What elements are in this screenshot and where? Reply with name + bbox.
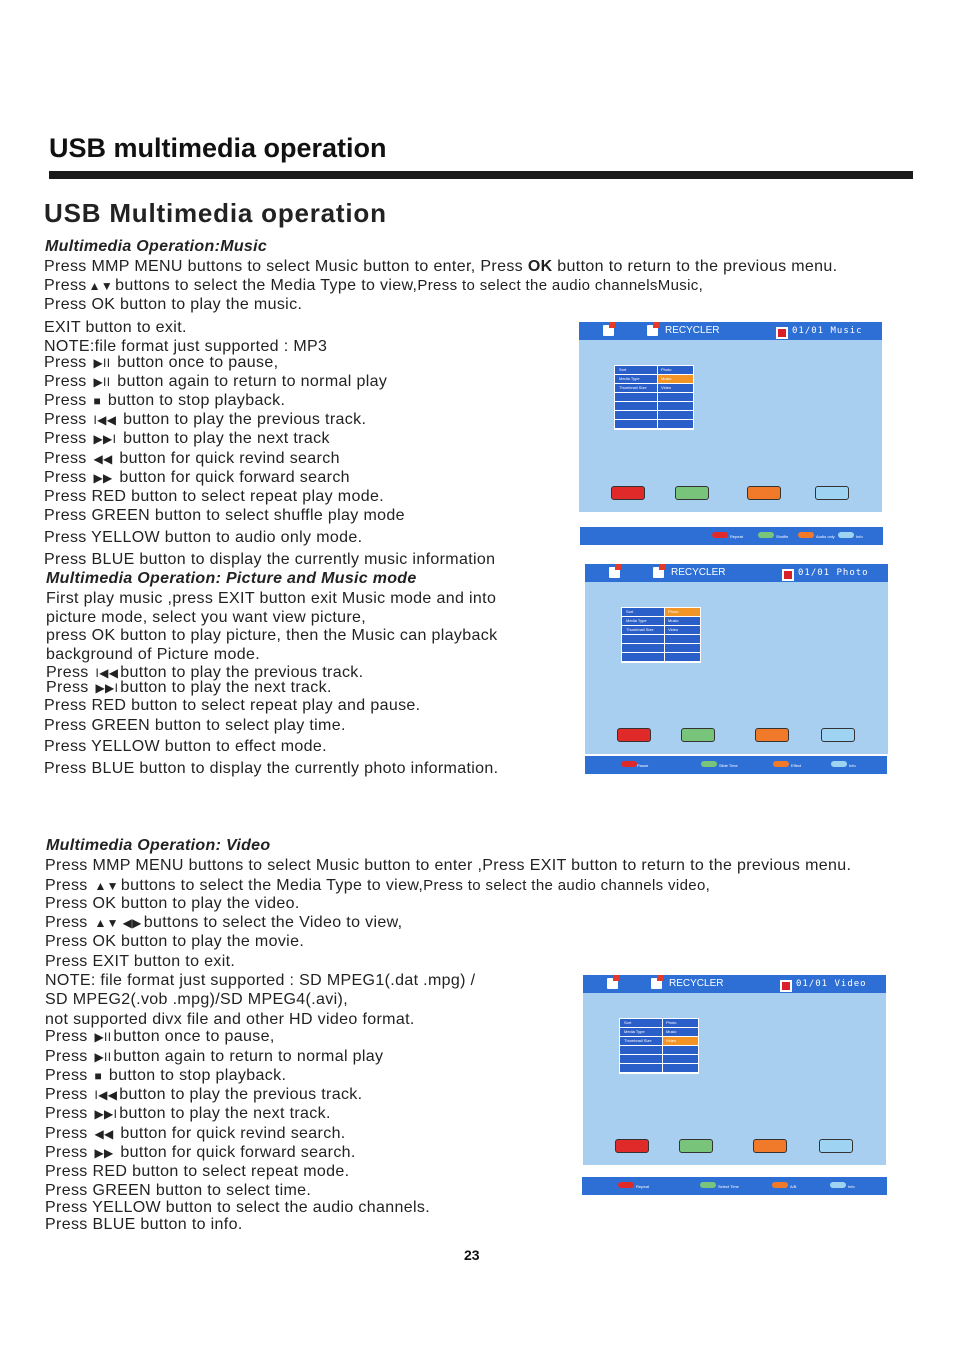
folder-icon — [651, 978, 662, 989]
file-counter: 01/01 Music — [792, 326, 863, 336]
blue-button[interactable] — [821, 728, 855, 742]
video-line-11: Press ▶II button again to return to normal play — [45, 1048, 384, 1065]
picture-section-title: Multimedia Operation: Picture and Music mode — [46, 570, 417, 587]
stop-icon: ■ — [94, 1069, 103, 1083]
video-line-18: Press GREEN button to select time. — [45, 1182, 312, 1199]
video-line-1: Press MMP MENU buttons to select Music button to enter ,Press EXIT button to return to the previous menu. — [45, 857, 852, 874]
fast-forward-icon: ▶▶ — [93, 471, 113, 485]
music-line-9: Press I◀◀ button to play the previous track. — [44, 411, 367, 428]
folder-icon — [609, 567, 620, 578]
red-pill — [712, 532, 728, 538]
yellow-pill — [773, 761, 789, 767]
photo-screen — [585, 564, 888, 754]
music-line-11: Press ◀◀ button for quick revind search — [44, 450, 340, 467]
recycler-label: RECYCLER — [669, 978, 724, 989]
blue-button[interactable] — [819, 1139, 853, 1153]
music-button-bar: Repeat Shuffle Audio only Info — [580, 527, 883, 545]
green-button[interactable] — [681, 728, 715, 742]
video-line-12: Press ■ button to stop playback. — [45, 1067, 287, 1084]
music-line-2: Press ▲▼ buttons to select the Media Type to view,Press to select the audio channelsMusic, — [44, 277, 704, 294]
play-pause-icon: ▶II — [93, 356, 111, 370]
picture-line-8: Press GREEN button to select play time. — [44, 717, 346, 734]
previous-track-icon: I◀◀ — [95, 666, 119, 680]
blue-button[interactable] — [815, 486, 849, 500]
folder-icon — [603, 325, 614, 336]
picture-line-3: press OK button to play picture, then the Music can playback — [46, 627, 498, 644]
blue-pill — [830, 1182, 846, 1188]
video-screen — [583, 975, 886, 1165]
stop-icon: ■ — [93, 394, 102, 408]
yellow-button[interactable] — [755, 728, 789, 742]
file-counter: 01/01 Video — [796, 979, 867, 989]
video-line-20: Press BLUE button to info. — [45, 1216, 243, 1233]
up-down-arrows-icon: ▲▼ — [94, 879, 119, 893]
music-line-7: Press ▶II button again to return to normal play — [44, 373, 388, 390]
folder-icon — [607, 978, 618, 989]
green-button[interactable] — [679, 1139, 713, 1153]
picture-line-4: background of Picture mode. — [46, 646, 261, 663]
recycler-label: RECYCLER — [671, 567, 726, 578]
green-button[interactable] — [675, 486, 709, 500]
file-counter: 01/01 Photo — [798, 568, 869, 578]
video-line-15: Press ◀◀ button for quick revind search. — [45, 1125, 346, 1142]
arrow-keys-icon: ▲▼ ◀▶ — [94, 916, 142, 930]
rewind-icon: ◀◀ — [94, 1127, 114, 1141]
picture-line-10: Press BLUE button to display the currently photo information. — [44, 760, 499, 777]
page-number: 23 — [464, 1247, 480, 1263]
page-header: USB multimedia operation — [49, 133, 387, 163]
video-line-16: Press ▶▶ button for quick forward search. — [45, 1144, 356, 1161]
rewind-icon: ◀◀ — [93, 452, 113, 466]
video-line-8: SD MPEG2(.vob .mpg)/SD MPEG4(.avi), — [45, 991, 348, 1008]
media-type-menu[interactable]: Sort Photo Media Type Music Thumbnail Size Video — [614, 365, 694, 430]
music-section-title: Multimedia Operation:Music — [45, 238, 268, 255]
video-line-17: Press RED button to select repeat mode. — [45, 1163, 350, 1180]
previous-track-icon: I◀◀ — [94, 1088, 118, 1102]
picture-line-1: First play music ,press EXIT button exit Music mode and into — [46, 590, 497, 607]
video-line-14: Press ▶▶I button to play the next track. — [45, 1105, 331, 1122]
header-rule — [49, 171, 913, 179]
video-line-19: Press YELLOW button to select the audio channels. — [45, 1199, 431, 1216]
play-pause-icon: ▶II — [94, 1030, 112, 1044]
music-line-12: Press ▶▶ button for quick forward search — [44, 469, 350, 486]
music-line-13: Press RED button to select repeat play mode. — [44, 488, 385, 505]
green-pill — [700, 1182, 716, 1188]
yellow-pill — [798, 532, 814, 538]
video-button-bar: Repeat Select Time A/B Info — [582, 1177, 887, 1195]
previous-track-icon: I◀◀ — [93, 413, 117, 427]
music-line-8: Press ■ button to stop playback. — [44, 392, 286, 409]
ok-label: OK — [527, 258, 553, 275]
video-line-10: Press ▶II button once to pause, — [45, 1028, 275, 1045]
green-pill — [701, 761, 717, 767]
play-pause-icon: ▶II — [93, 375, 111, 389]
video-line-13: Press I◀◀ button to play the previous track. — [45, 1086, 363, 1103]
play-pause-icon: ▶II — [94, 1050, 112, 1064]
video-line-9: not supported divx file and other HD video format. — [45, 1011, 415, 1028]
blue-pill — [831, 761, 847, 767]
picture-line-7: Press RED button to select repeat play and pause. — [44, 697, 421, 714]
yellow-pill — [772, 1182, 788, 1188]
video-line-4: Press ▲▼ ◀▶ buttons to select the Video to view, — [45, 914, 403, 931]
music-file-icon — [776, 327, 788, 339]
video-line-5: Press OK button to play the movie. — [45, 933, 305, 950]
music-line-1: Press MMP MENU buttons to select Music button to enter, Press OK button to return to the previous menu. — [44, 258, 838, 275]
music-line-16: Press BLUE button to display the currently music information — [44, 551, 496, 568]
folder-icon — [647, 325, 658, 336]
recycler-label: RECYCLER — [665, 325, 720, 336]
music-screen — [579, 322, 882, 512]
picture-line-2: picture mode, select you want view picture, — [46, 609, 367, 626]
video-line-7: NOTE: file format just supported : SD MPEG1(.dat .mpg) / — [45, 972, 476, 989]
red-button[interactable] — [611, 486, 645, 500]
picture-line-5: Press I◀◀ button to play the previous track. — [46, 664, 364, 681]
music-line-3: Press OK button to play the music. — [44, 296, 303, 313]
music-line-5: NOTE:file format just supported : MP3 — [44, 338, 328, 355]
up-down-arrows-icon: ▲▼ — [88, 279, 114, 293]
photo-file-icon — [782, 569, 794, 581]
green-pill — [758, 532, 774, 538]
red-pill — [618, 1182, 634, 1188]
music-line-10: Press ▶▶I button to play the next track — [44, 430, 330, 447]
music-line-4: EXIT button to exit. — [44, 319, 187, 336]
video-line-2: Press ▲▼ buttons to select the Media Type to view,Press to select the audio channels video, — [45, 877, 711, 894]
picture-line-9: Press YELLOW button to effect mode. — [44, 738, 327, 755]
red-button[interactable] — [615, 1139, 649, 1153]
music-line-15: Press YELLOW button to audio only mode. — [44, 529, 363, 546]
photo-button-bar: Pause Slide Time Effect Info — [585, 756, 887, 774]
fast-forward-icon: ▶▶ — [94, 1146, 114, 1160]
next-track-icon: ▶▶I — [95, 681, 119, 695]
page-subtitle: USB Multimedia operation — [44, 198, 387, 228]
media-type-menu[interactable]: Sort Photo Media Type Music Thumbnail Size Video — [619, 1018, 699, 1074]
yellow-button[interactable] — [753, 1139, 787, 1153]
music-line-6: Press ▶II button once to pause, — [44, 354, 279, 371]
media-type-menu[interactable]: Sort Photo Media Type Music Thumbnail Size Video — [621, 607, 701, 663]
yellow-button[interactable] — [747, 486, 781, 500]
blue-pill — [838, 532, 854, 538]
red-pill — [621, 761, 637, 767]
video-section-title: Multimedia Operation: Video — [46, 837, 271, 854]
video-file-icon — [780, 980, 792, 992]
next-track-icon: ▶▶I — [93, 432, 117, 446]
folder-icon — [653, 567, 664, 578]
video-line-3: Press OK button to play the video. — [45, 895, 300, 912]
red-button[interactable] — [617, 728, 651, 742]
music-line-14: Press GREEN button to select shuffle play mode — [44, 507, 405, 524]
picture-line-6: Press ▶▶I button to play the next track. — [46, 679, 332, 696]
video-line-6: Press EXIT button to exit. — [45, 953, 236, 970]
next-track-icon: ▶▶I — [94, 1107, 118, 1121]
